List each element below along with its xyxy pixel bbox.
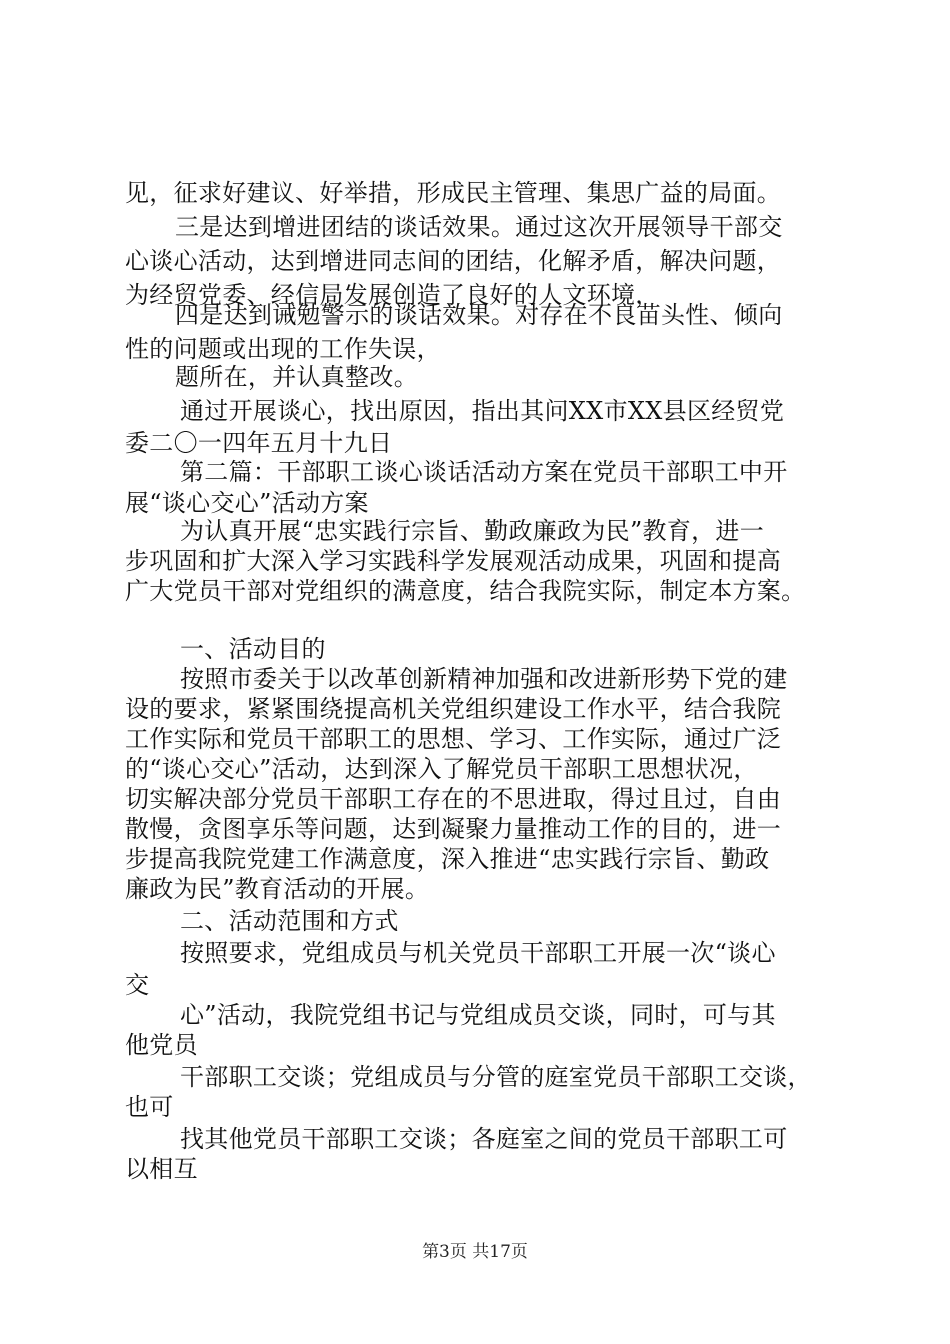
section-heading: 第二篇：干部职工谈心谈话活动方案在党员干部职工中开: [180, 458, 788, 486]
text-line: 广大党员干部对党组织的满意度，结合我院实际，制定本方案。: [125, 577, 806, 605]
text-line: 委二〇一四年五月十九日: [125, 429, 393, 457]
text-line: 三是达到增进团结的谈话效果。通过这次开展领导干部交: [175, 213, 783, 241]
text-line: 交: [125, 971, 150, 999]
section-heading: 展“谈心交心”活动方案: [125, 489, 369, 517]
text-line: 工作实际和党员干部职工的思想、学习、工作实际，通过广泛: [125, 725, 782, 753]
text-line: 廉政为民”教育活动的开展。: [125, 875, 430, 903]
text-line: 为认真开展“忠实践行宗旨、勤政廉政为民”教育，进一: [180, 517, 765, 545]
text-line: 的“谈心交心”活动，达到深入了解党员干部职工思想状况，: [125, 755, 758, 783]
text-line: 他党员: [125, 1031, 198, 1059]
text-line: 按照要求，党组成员与机关党员干部职工开展一次“谈心: [180, 939, 776, 967]
text-line: 心”活动，我院党组书记与党组成员交谈，同时，可与其: [180, 1001, 776, 1029]
text-line: 干部职工交谈；党组成员与分管的庭室党员干部职工交谈，: [180, 1063, 812, 1091]
section-heading: 二、活动范围和方式: [180, 907, 399, 935]
text-line: 按照市委关于以改革创新精神加强和改进新形势下党的建: [180, 665, 788, 693]
text-line: 切实解决部分党员干部职工存在的不思进取，得过且过，自由: [125, 785, 782, 813]
text-line: 散慢，贪图享乐等问题，达到凝聚力量推动工作的目的，进一: [125, 815, 782, 843]
text-line: 四是达到诫勉警示的谈话效果。对存在不良苗头性、倾向: [175, 301, 783, 329]
section-heading: 一、活动目的: [180, 635, 326, 663]
text-line: 设的要求，紧紧围绕提高机关党组织建设工作水平，结合我院: [125, 695, 782, 723]
text-line: 步巩固和扩大深入学习实践科学发展观活动成果，巩固和提高: [125, 547, 782, 575]
text-line: 为经贸党委、经信局发展创造了良好的人文环境，: [125, 281, 660, 309]
text-line: 心谈心活动，达到增进同志间的团结，化解矛盾，解决问题，: [125, 247, 782, 275]
text-line: 性的问题或出现的工作失误，: [125, 335, 441, 363]
text-line: 题所在，并认真整改。: [175, 363, 418, 391]
text-line: 找其他党员干部职工交谈；各庭室之间的党员干部职工可: [180, 1125, 788, 1153]
text-line: 也可: [125, 1093, 174, 1121]
text-line: 以相互: [125, 1155, 198, 1183]
text-line: 通过开展谈心，找出原因，指出其问XX市XX县区经贸党: [180, 397, 785, 425]
text-line: 见，征求好建议、好举措，形成民主管理、集思广益的局面。: [125, 179, 782, 207]
text-line: 步提高我院党建工作满意度，深入推进“忠实践行宗旨、勤政: [125, 845, 770, 873]
page-number-footer: 第3页 共17页: [422, 1242, 528, 1262]
